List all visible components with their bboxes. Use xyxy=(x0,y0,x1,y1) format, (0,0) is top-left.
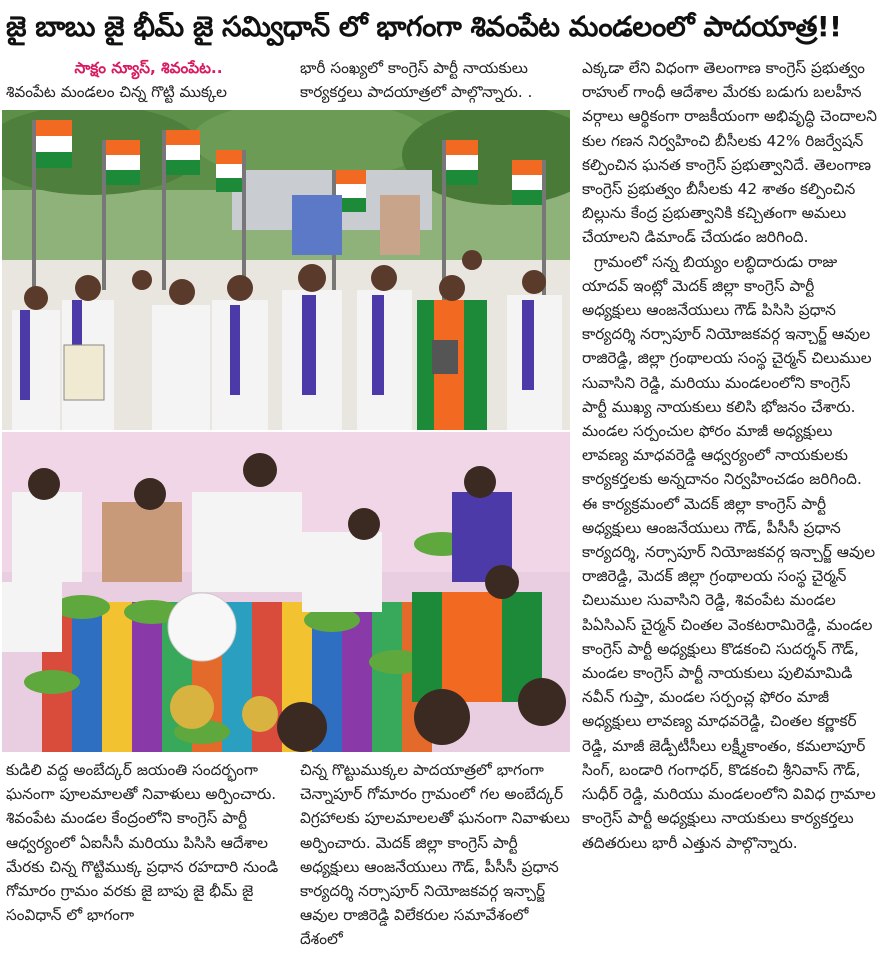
bottom-left-paragraph-1: కుడిలి వద్ద అంబేద్కర్ జయంతి సందర్భంగా ఘనంగా పూలమాలతో నివాళులు అర్పించారు. xyxy=(6,761,277,804)
dateline: సాక్షం న్యూస్, శివంపేట.. xyxy=(74,59,223,77)
top-middle-text xyxy=(300,56,570,106)
bottom-middle-column xyxy=(300,758,574,970)
top-left-paragraph: శివంపేట మండలం చిన్న గొట్టి ముక్కల xyxy=(6,83,228,102)
right-paragraph-1: ఎక్కడా లేని విధంగా తెలంగాణ కాంగ్రెస్ ప్రభుత్వం రాహుల్ గాంధీ ఆదేశాల మేరకు బడుగు బలహీన వర్గాలు ఆర్థికంగా రాజకీయంగా అభివృద్ధి చెందాలని కుల గణన నిర్వహించి బీసీలకు 42% రిజర్వేషన్ కల్పించిన ఘనత కాంగ్రెస్ ప్రభుత్వానిదే. తెలంగాణ కాంగ్రెస్ ప్రభుత్వం బీసీలకు 42 శాతం కల్పించిన బిల్లును కేంద్ర ప్రభుత్వానికి కచ్చితంగా అమలు చేయాలని డిమాండ్ చేయడం జరిగింది. xyxy=(582,59,877,247)
right-paragraph-2: గ్రామంలో సన్న బియ్యం లబ్ధిదారుడు రాజు యాదవ్ ఇంట్లో మెదక్ జిల్లా కాంగ్రెస్ పార్టీ అధ్యక్షులు ఆంజనేయులు గౌడ్ పిసిసి ప్రధాన కార్యదర్శి నర్సాపూర్ నియోజకవర్గ ఇన్చార్జ్ ఆవుల రాజిరెడ్డి, జిల్లా గ్రంథాలయ సంస్థ చైర్మన్ చిలుముల సువాసిని రెడ్డి, మరియు మండలంలోని కాంగ్రెస్ పార్టీ ముఖ్య నాయకులు కలిసి భోజనం చేశారు. మండల సర్పంచుల ఫోరం మాజీ అధ్యక్షులు లావణ్య మాధవరెడ్డి ఆధ్వర్యంలో నాయకులకు కార్యకర్తలకు అన్నదానం నిర్వహించడం జరిగింది. ఈ కార్యక్రమంలో మెదక్ జిల్లా కాంగ్రెస్ పార్టీ అధ్యక్షులు ఆంజనేయులు గౌడ్, పీసీసీ ప్రధాన కార్యదర్శి, నర్సాపూర్ నియోజకవర్గ ఇన్చార్జ్ ఆవుల రాజిరెడ్డి, మెదక్ జిల్లా గ్రంథాలయ సంస్థ చైర్మన్ చిలుముల సువాసిని రెడ్డి, శివంపేట మండల పిఏసిఎస్ చైర్మన్ చింతల వెంకటరామిరెడ్డి, మండల కాంగ్రెస్ పార్టీ అధ్యక్షులు కొడకంచి సుదర్శన్ గౌడ్, మండల కాంగ్రెస్ పార్టీ నాయకులు పులిమామిడి నవీన్ గుప్తా, మండల సర్పంచ్ల ఫోరం మాజీ అధ్యక్షులు లావణ్య మాధవరెడ్డి, చింతల కర్ణాకర్ రెడ్డి, మాజీ జెడ్పీటీసీలు లక్ష్మీకాంతం, కమలాపూర్ సింగ్, బండారి గంగాధర్, కొడకంచి శ్రీనివాస్ గౌడ్, సుధీర్ రెడ్డి, మరియు మండలంలోని వివిధ గ్రామాల కాంగ్రెస్ పార్టీ అధ్యక్షులు నాయకులు కార్యకర్తలు తదితరులు భారీ ఎత్తున పాల్గొన్నారు. xyxy=(582,252,876,852)
top-left-text xyxy=(6,56,291,106)
padayatra-photo xyxy=(2,110,570,430)
headline: జై బాబు జై భీమ్ జై సమ్విధాన్ లో భాగంగా శివంపేట మండలంలో పాదయాత్ర!! xyxy=(6,10,842,43)
top-middle-paragraph: భారీ సంఖ్యలో కాంగ్రెస్ పార్టీ నాయకులు కార్యకర్తలు పాదయాత్రలో పాల్గొన్నారు. . xyxy=(300,59,533,102)
bottom-left-column xyxy=(6,758,288,970)
bottom-left-paragraph-2: శివంపేట మండల కేంద్రంలోని కాంగ్రెస్ పార్టీ ఆధ్వర్యంలో ఏఐసీసీ మరియు పిసిసి ఆదేశాల మేరకు చిన్న గొట్టిముక్క ప్రధాన రహదారి నుండి గోమారం గ్రామం వరకు జై బాపు జై భీమ్ జై సంవిధాన్ లో భాగంగా xyxy=(6,809,279,925)
bottom-middle-paragraph: చిన్న గొట్టుముక్కల పాదయాత్రలో భాగంగా చెన్నాపూర్ గోమారం గ్రామంలో గల అంబేద్కర్ విగ్రహాలకు పూలమాలలతో ఘనంగా నివాళులు అర్పించారు. మెదక్ జిల్లా కాంగ్రెస్ పార్టీ అధ్యక్షులు ఆంజనేయులు గౌడ్, పీసీసీ ప్రధాన కార్యదర్శి నర్సాపూర్ నియోజకవర్గ ఇన్చార్జ్ ఆవుల రాజిరెడ్డి విలేకరుల సమావేశంలో దేశంలో xyxy=(300,761,570,949)
community-lunch-photo xyxy=(2,432,570,752)
right-column xyxy=(582,56,878,970)
